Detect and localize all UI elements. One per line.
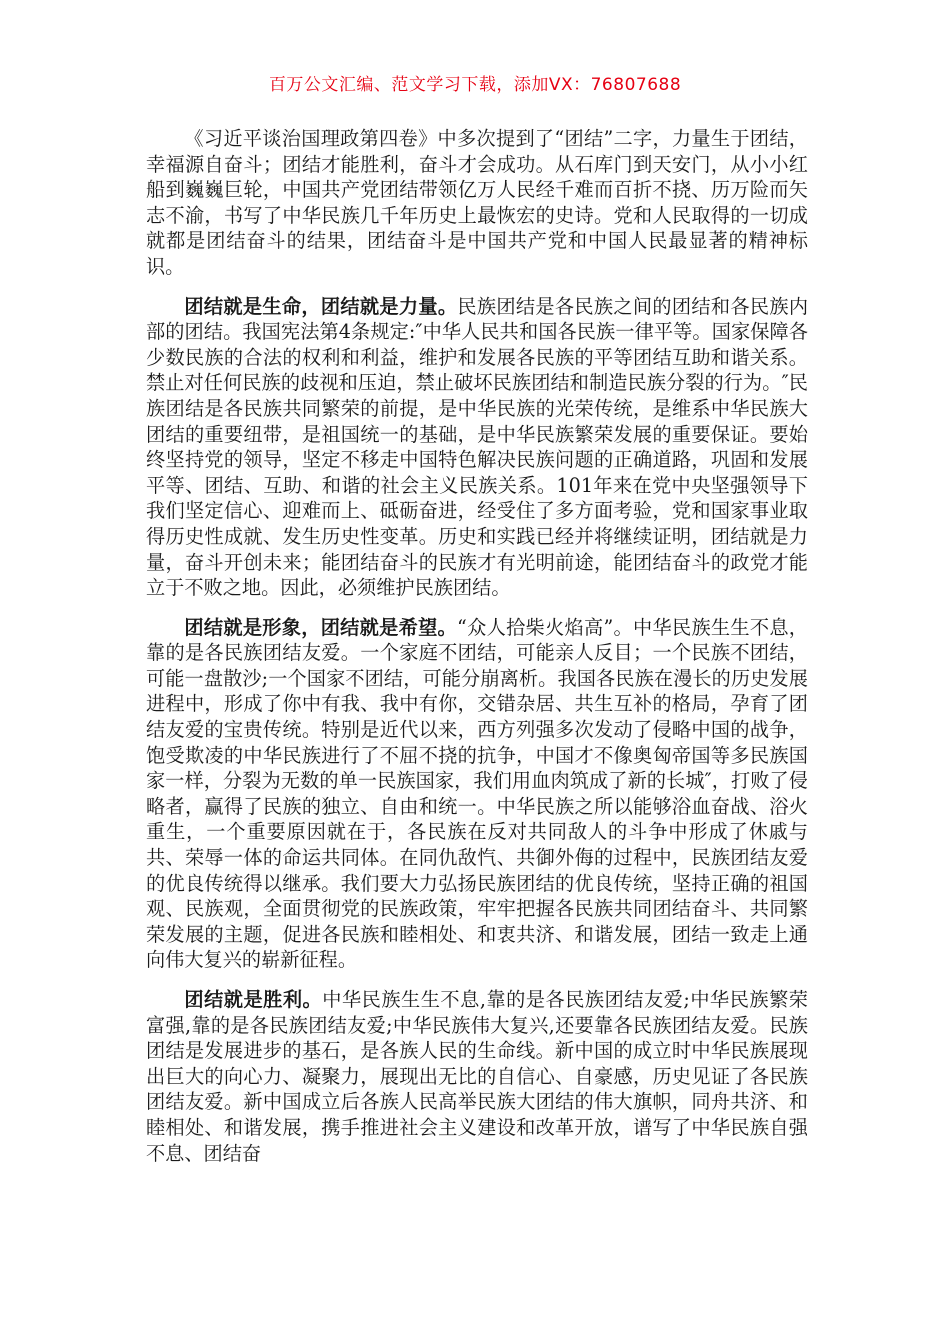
paragraph-heading: 团结就是生命，团结就是力量。 bbox=[184, 294, 458, 318]
paragraph-text: “众人拾柴火焰高”。中华民族生生不息，靠的是各民族团结友爱。一个家庭不团结，可能亲人反目；一个民族不团结，可能一盘散沙;一个国家不团结，可能分崩离析。我国各民族在漫长的历史发展进程中，形成了你中有我、我中有你，交错杂居、共生互补的格局，孕育了团结友爱的宝贵传统。特别是近代以来，西方列强多次发动了侵略中国的战争，饱受欺凌的中华民族进行了不屈不挠的抗争，中国才不像奥匈帝国等多民族国家一样，分裂为无数的单一民族国家，我们用血肉筑成了新的长城″，打败了侵略者，赢得了民族的独立、自由和统一。中华民族之所以能够浴血奋战、浴火重生，一个重要原因就在于，各民族在反对共同敌人的斗争中形成了休戚与共、荣辱一体的命运共同体。在同仇敌忾、共御外侮的过程中，民族团结友爱的优良传统得以继承。我们要大力弘扬民族团结的优良传统，坚持正确的祖国观、民族观，全面贯彻党的民族政策，牢牢把握各民族共同团结奋斗、共同繁荣发展的主题，促进各民族和睦相处、和衷共济、和谐发展，团结一致走上通向伟大复兴的崭新征程。 bbox=[146, 615, 808, 972]
paragraph-unity-victory bbox=[146, 987, 808, 1166]
download-banner: 百万公文汇编、范文学习下载，添加VX：76807688 bbox=[268, 75, 682, 95]
paragraph-heading: 团结就是形象，团结就是希望。 bbox=[184, 615, 458, 639]
paragraph-text: 民族团结是各民族之间的团结和各民族内部的团结。我国宪法第4条规定:″中华人民共和国各民族一律平等。国家保障各少数民族的合法的权利和利益，维护和发展各民族的平等团结互助和谐关系。禁止对任何民族的歧视和压迫，禁止破坏民族团结和制造民族分裂的行为。″民族团结是各民族共同繁荣的前提，是中华民族的光荣传统，是维系中华民族大团结的重要纽带，是祖国统一的基础，是中华民族繁荣发展的重要保证。要始终坚持党的领导，坚定不移走中国特色解决民族问题的正确道路，巩固和发展平等、团结、互助、和谐的社会主义民族关系。101年来在党中央坚强领导下我们坚定信心、迎难而上、砥砺奋进，经受住了多方面考验，党和国家事业取得历史性成就、发生历史性变革。历史和实践已经并将继续证明，团结就是力量，奋斗开创未来；能团结奋斗的民族才有光明前途，能团结奋斗的政党才能立于不败之地。因此，必须维护民族团结。 bbox=[146, 294, 809, 600]
paragraph-text: 中华民族生生不息,靠的是各民族团结友爱;中华民族繁荣富强,靠的是各民族团结友爱;中华民族伟大复兴,还要靠各民族团结友爱。民族团结是发展进步的基石，是各族人民的生命线。新中国的成立时中华民族展现出巨大的向心力、凝聚力，展现出无比的自信心、自豪感，历史见证了各民族团结友爱。新中国成立后各族人民高举民族大团结的伟大旗帜，同舟共济、和睦相处、和谐发展，携手推进社会主义建设和改革开放，谱写了中华民族自强不息、团结奋 bbox=[146, 988, 808, 1165]
document-body bbox=[146, 126, 808, 1180]
paragraph-unity-life bbox=[146, 294, 808, 601]
paragraph-heading: 团结就是胜利。 bbox=[184, 988, 323, 1011]
paragraph-text: 《习近平谈治国理政第四卷》中多次提到了“团结”二字，力量生于团结，幸福源自奋斗；团结才能胜利，奋斗才会成功。从石库门到天安门，从小小红船到巍巍巨轮，中国共产党团结带领亿万人民经千难而百折不挠、历万险而矢志不渝，书写了中华民族几千年历史上最恢宏的史诗。党和人民取得的一切成就都是团结奋斗的结果，团结奋斗是中国共产党和中国人民最显著的精神标识。 bbox=[146, 127, 808, 278]
paragraph-unity-image bbox=[146, 615, 808, 973]
paragraph-intro bbox=[146, 126, 808, 280]
